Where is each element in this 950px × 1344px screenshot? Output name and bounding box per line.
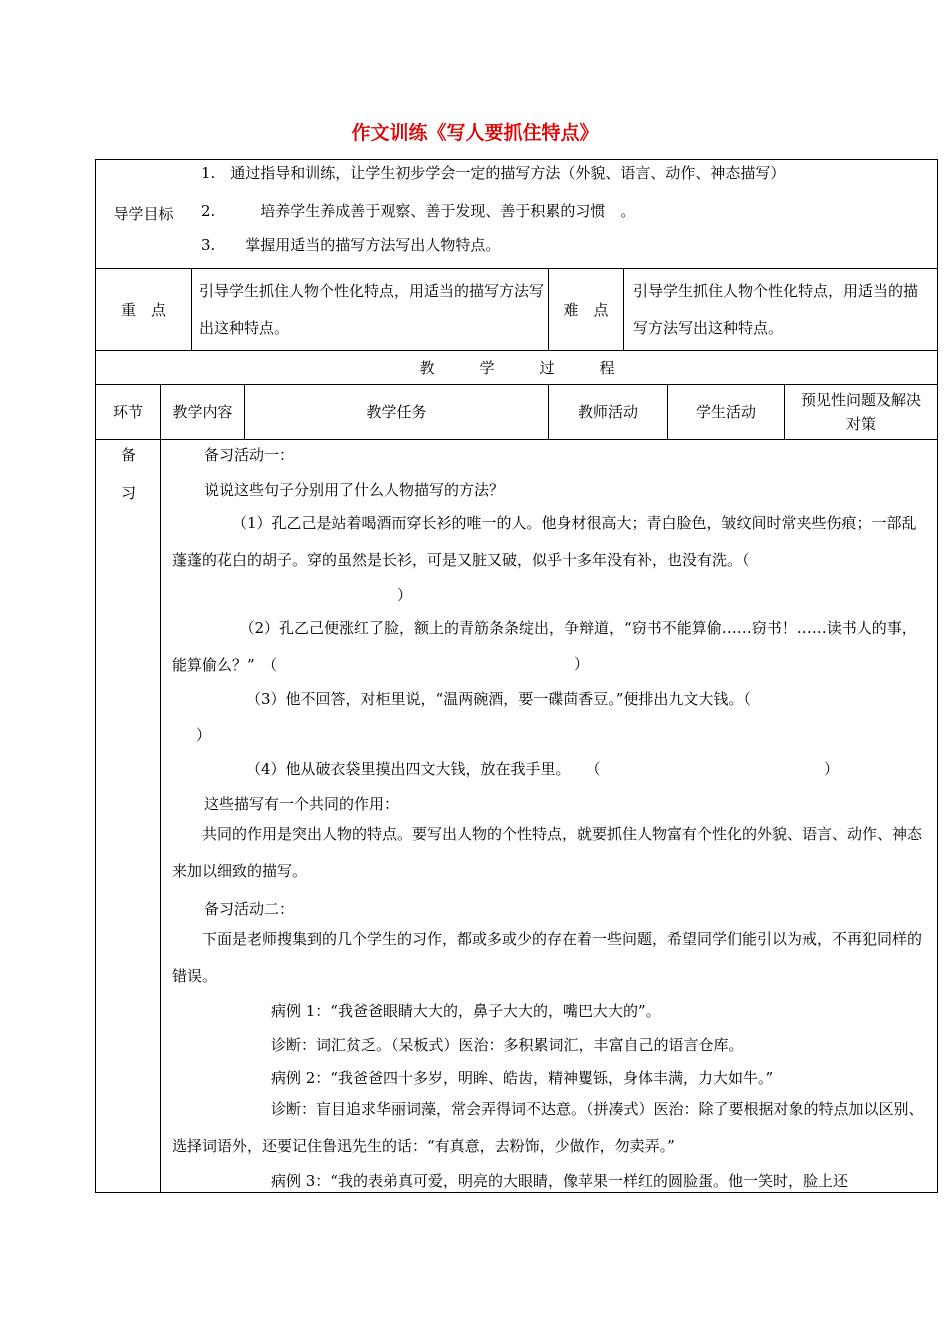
difficult-point-label: 难 点 xyxy=(563,300,609,319)
sentence-4-blank-close: ） xyxy=(824,760,840,778)
row-divider-goals xyxy=(95,268,938,269)
diagnosis-2: 诊断：盲目追求华丽词藻，常会弄得词不达意。（拼凑式）医治：除了要根据对象的特点加以区别、选择词语外，还要记住鲁迅先生的话：“有真意，去粉饰，少做作，勿卖弄。” xyxy=(172,1100,924,1155)
stage-char-2: 习 xyxy=(121,484,137,502)
col-divider-student xyxy=(784,384,785,439)
column-header-student: 学生活动 xyxy=(695,403,756,421)
case-2: 病例 2：“我爸爸四十多岁，明眸、皓齿，精神矍铄，身体丰满，力大如牛。” xyxy=(271,1069,774,1087)
sentence-1: （1）孔乙己是站着喝酒而穿长衫的唯一的人。他身材很高大；青白脸色，皱纹间时常夹些伤痕；一部乱蓬蓬的花白的胡子。穿的虽然是长衫，可是又脏又破，似乎十多年没有补，也没有洗。（ xyxy=(172,514,917,569)
case-3: 病例 3：“我的表弟真可爱，明亮的大眼睛，像苹果一样红的圆脸蛋。他一笑时，脸上还 xyxy=(271,1172,848,1190)
activity-1-question: 说说这些句子分别用了什么人物描写的方法？ xyxy=(204,481,505,499)
col-divider-difficult-label xyxy=(623,268,624,350)
key-point-text: 引导学生抓住人物个性化特点，用适当的描写方法写出这种特点。 xyxy=(199,282,545,337)
goal-item-2: 2. 培养学生养成善于观察、善于发现、善于积累的习惯 。 xyxy=(201,202,636,220)
sentence-3-blank-close: ） xyxy=(196,726,212,744)
goals-label: 导学目标 xyxy=(113,205,174,223)
column-header-task: 教学任务 xyxy=(366,403,427,421)
common-function-answer: 共同的作用是突出人物的特点。要写出人物的个性特点，就要抓住人物富有个性化的外貌、语言、动作、神态来加以细致的描写。 xyxy=(172,825,923,880)
sentence-4: （4）他从破衣袋里摸出四文大钱，放在我手里。 （ xyxy=(246,760,601,778)
key-point-label: 重 点 xyxy=(120,300,166,319)
activity-1-heading: 备习活动一： xyxy=(204,446,295,464)
column-header-strategy: 预见性问题及解决对策 xyxy=(800,391,921,433)
activity-2-heading: 备习活动二： xyxy=(204,900,295,918)
column-header-stage: 环节 xyxy=(112,403,143,421)
column-header-teacher: 教师活动 xyxy=(577,403,638,421)
case-1: 病例 1：“我爸爸眼睛大大的，鼻子大大的，嘴巴大大的”。 xyxy=(271,1002,661,1020)
common-function-question: 这些描写有一个共同的作用： xyxy=(204,795,400,813)
column-header-content: 教学内容 xyxy=(172,403,233,421)
stage-char-1: 备 xyxy=(121,446,137,464)
row-divider-columns xyxy=(95,439,938,440)
col-divider-stage xyxy=(160,384,161,1193)
sentence-1-blank-close: ） xyxy=(397,586,413,604)
sentence-2-blank-close: ） xyxy=(574,655,590,673)
diagnosis-1: 诊断：词汇贫乏。（呆板式）医治：多积累词汇，丰富自己的语言仓库。 xyxy=(271,1036,744,1054)
sentence-3: （3）他不回答，对柜里说，“温两碗酒，要一碟茴香豆。”便排出九文大钱。（ xyxy=(246,690,751,708)
difficult-point-text: 引导学生抓住人物个性化特点，用适当的描写方法写出这种特点。 xyxy=(633,282,919,337)
col-divider-key-label xyxy=(191,268,192,350)
process-header: 教 学 过 程 xyxy=(419,358,615,377)
activity-2-intro: 下面是老师搜集到的几个学生的习作，都或多或少的存在着一些问题，希望同学们能引以为戒，不再犯同样的错误。 xyxy=(172,930,923,985)
document-title: 作文训练《写人要抓住特点》 xyxy=(351,122,599,144)
sentence-2: （2）孔乙己便涨红了脸，额上的青筋条条绽出，争辩道，“窃书不能算偷……窃书！……读书人的事，能算偷么？” （ xyxy=(172,619,917,674)
goal-item-1: 1. 通过指导和训练，让学生初步学会一定的描写方法（外貌、语言、动作、神态描写） xyxy=(201,164,786,182)
goal-item-3: 3. 掌握用适当的描写方法写出人物特点。 xyxy=(201,236,501,254)
